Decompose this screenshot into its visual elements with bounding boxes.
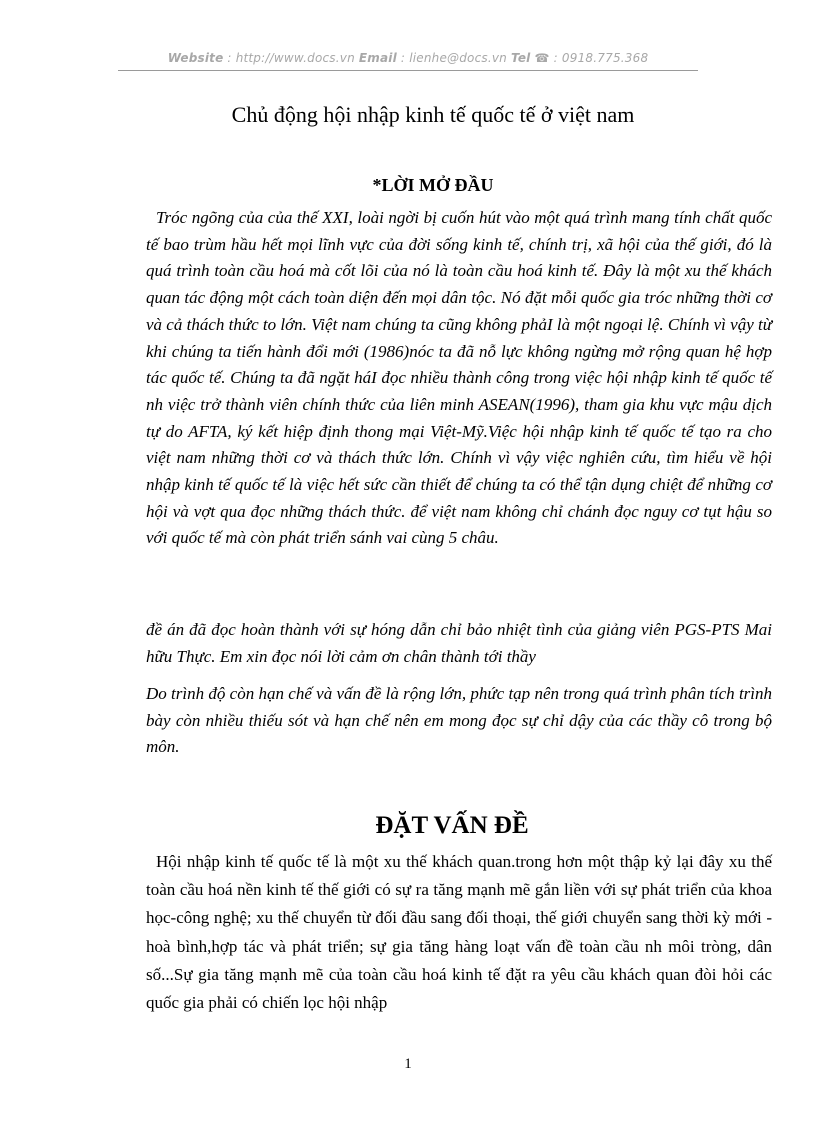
tel-number: : 0918.775.368 — [549, 51, 649, 65]
tel-label: Tel — [510, 51, 531, 65]
preface-paragraph: Tróc ngõng của của thế XXI, loài ngời bị cuốn hút vào một quá trình mang tính chất quốc tế bao trùm hầu hết mọi lĩnh vực của đời sống kinh tế, chính trị, xã hội của thế giới, đó là quá trình toàn cầu hoá mà cốt lõi của nó là toàn cầu hoá kinh tế. Đây là một xu thế khách quan tác động một cách toàn diện đến mọi dân tộc. Nó đặt mỗi quốc gia tróc những thời cơ và cả thách thức to lớn. Việt nam chúng ta cũng không phảI là một ngoại lệ. Chính vì vậy từ khi chúng ta tiến hành đổi mới (1986)nóc ta đã nỗ lực không ngừng mở rộng quan hệ hợp tác quốc tế. Chúng ta đã ngặt háI đọc nhiều thành công trong việc hội nhập kinh tế quốc tế nh việc trở thành viên chính thức của liên minh ASEAN(1996), tham gia khu vực mậu dịch tự do AFTA, ký kết hiệp định thong mại Việt-Mỹ.Việc hội nhập kinh tế quốc tế tạo ra cho việt nam những thời cơ và thách thức lớn. Chính vì vậy việc nghiên cứu, tìm hiểu về hội nhập kinh tế quốc tế là việc hết sức cần thiết để chúng ta có thể tận dụng chiệt để những cơ hội và vợt qua đọc những thách thức. để việt nam không chỉ chánh đọc nguy cơ tụt hậu so với quốc tế mà còn phát triển sánh vai cùng 5 châu. — [146, 208, 772, 548]
limitation-paragraph: Do trình độ còn hạn chế và vấn đề là rộng lớn, phức tạp nên trong quá trình phân tích trình bày còn nhiều thiếu sót và hạn chế nên em mong đọc sự chỉ dậy của các thầy cô trong bộ môn. — [146, 684, 772, 757]
preface-heading: *LỜI MỞ ĐẦU — [372, 175, 494, 195]
page-header — [118, 51, 698, 65]
phone-icon: ☎ — [534, 51, 550, 65]
email-label: Email — [358, 51, 397, 65]
website-url[interactable]: : http://www.docs.vn — [223, 51, 359, 65]
document-title: Chủ động hội nhập kinh tế quốc tế ở việt nam — [231, 102, 635, 127]
section-title: ĐẶT VẤN ĐỀ — [375, 812, 529, 839]
email-address[interactable]: : lienhe@docs.vn — [396, 51, 511, 65]
acknowledgement-paragraph: đề án đã đọc hoàn thành với sự hóng dẫn chỉ bảo nhiệt tình của giảng viên PGS-PTS Mai hữu Thực. Em xin đọc nói lời cảm ơn chân thành tới thầy — [146, 620, 772, 666]
body-paragraph: Hội nhập kinh tế quốc tế là một xu thế khách quan.trong hơn một thập kỷ lại đây xu thế toàn cầu hoá nền kinh tế thế giới có sự ra tăng mạnh mẽ gắn liền với sự phát triển của khoa học-công nghệ; xu thế chuyển từ đối đầu sang đối thoại, thế giới chuyển sang thời kỳ mới - hoà bình,hợp tác và phát triển; sự gia tăng hàng loạt vấn đề toàn cầu nh môi tròng, dân số...Sự gia tăng mạnh mẽ của toàn cầu hoá kinh tế đặt ra yêu cầu khách quan đòi hỏi các quốc gia phải có chiến lọc hội nhập — [146, 852, 772, 1013]
header-divider — [118, 70, 698, 71]
page-number: 1 — [404, 1056, 412, 1072]
website-label: Website — [167, 51, 224, 65]
